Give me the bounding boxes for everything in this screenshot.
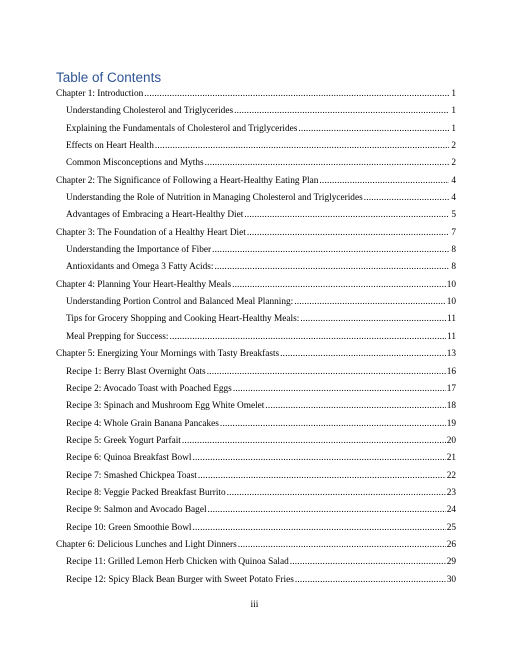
toc-entry-title: Recipe 9: Salmon and Avocado Bagel: [66, 505, 207, 516]
dot-leader: [182, 436, 446, 446]
dot-leader: [265, 401, 445, 411]
toc-entry-page: 18: [446, 401, 456, 412]
toc-entry-page: 10: [446, 279, 456, 290]
toc-chapter-entry[interactable]: [56, 540, 456, 557]
toc-entry-title: Understanding the Role of Nutrition in Managing Cholesterol and Triglycerides: [66, 193, 363, 204]
dot-leader: [290, 557, 446, 567]
dot-leader: [227, 488, 446, 498]
toc-entry-title: Chapter 2: The Significance of Following a Heart-Healthy Eating Plan: [56, 175, 319, 186]
toc-section-entry[interactable]: [56, 297, 456, 314]
toc-section-entry[interactable]: [56, 367, 456, 384]
dot-leader: [207, 367, 446, 377]
footer-page-number: iii: [250, 600, 259, 610]
toc-entry-title: Recipe 11: Grilled Lemon Herb Chicken with Quinoa Salad: [66, 557, 289, 568]
toc-section-entry[interactable]: [56, 436, 456, 453]
dot-leader: [193, 523, 446, 533]
dot-leader: [244, 210, 449, 220]
dot-leader: [205, 158, 449, 168]
toc-entry-title: Recipe 12: Spicy Black Bean Burger with Sweet Potato Fries: [66, 574, 294, 585]
toc-entry-page: 20: [446, 435, 456, 446]
toc-list: [56, 89, 456, 592]
toc-entry-page: 1: [451, 89, 456, 99]
toc-entry-page: 10: [446, 297, 456, 308]
toc-section-entry[interactable]: [56, 106, 456, 123]
toc-entry-page: 4: [451, 193, 456, 204]
toc-entry-page: 22: [446, 470, 456, 481]
toc-entry-page: 1: [451, 123, 456, 134]
toc-entry-page: 8: [451, 262, 456, 273]
dot-leader: [170, 332, 447, 342]
dot-leader: [220, 419, 446, 429]
dot-leader: [233, 384, 446, 394]
toc-section-entry[interactable]: [56, 453, 456, 470]
dot-leader: [280, 349, 446, 359]
toc-entry-page: 8: [451, 245, 456, 256]
toc-section-entry[interactable]: [56, 419, 456, 436]
toc-section-entry[interactable]: [56, 124, 456, 141]
toc-section-entry[interactable]: [56, 210, 456, 227]
dot-leader: [232, 280, 446, 290]
dot-leader: [155, 141, 449, 151]
toc-section-entry[interactable]: [56, 314, 456, 331]
toc-entry-title: Recipe 3: Spinach and Mushroom Egg White Omelet: [66, 401, 265, 412]
toc-entry-page: 1: [451, 106, 456, 117]
dot-leader: [198, 471, 446, 481]
toc-section-entry[interactable]: [56, 332, 456, 349]
toc-entry-page: 29: [446, 557, 456, 568]
toc-section-entry[interactable]: [56, 384, 456, 401]
toc-entry-title: Recipe 10: Green Smoothie Bowl: [66, 522, 192, 533]
toc-chapter-entry[interactable]: [56, 228, 456, 245]
toc-entry-page: 11: [447, 331, 456, 342]
toc-entry-page: 2: [451, 158, 456, 169]
toc-chapter-entry[interactable]: [56, 349, 456, 366]
toc-section-entry[interactable]: [56, 557, 456, 574]
toc-section-entry[interactable]: [56, 193, 456, 210]
toc-section-entry[interactable]: [56, 488, 456, 505]
toc-chapter-entry[interactable]: [56, 89, 456, 106]
dot-leader: [214, 262, 449, 272]
toc-entry-title: Antioxidants and Omega 3 Fatty Acids:: [66, 262, 214, 273]
toc-entry-page: 23: [446, 487, 456, 498]
toc-entry-title: Recipe 1: Berry Blast Overnight Oats: [66, 366, 206, 377]
toc-section-entry[interactable]: [56, 158, 456, 175]
toc-heading: Table of Contents: [56, 70, 162, 85]
toc-section-entry[interactable]: [56, 141, 456, 158]
toc-entry-title: Effects on Heart Health: [66, 141, 154, 152]
toc-entry-page: 21: [446, 453, 456, 464]
toc-section-entry[interactable]: [56, 401, 456, 418]
dot-leader: [319, 176, 449, 186]
toc-entry-page: 26: [446, 539, 456, 550]
toc-entry-title: Chapter 6: Delicious Lunches and Light Dinners: [56, 539, 237, 550]
dot-leader: [300, 314, 446, 324]
toc-entry-page: 17: [446, 383, 456, 394]
toc-entry-title: Understanding the Importance of Fiber: [66, 245, 212, 256]
dot-leader: [212, 245, 449, 255]
toc-entry-title: Chapter 3: The Foundation of a Healthy Heart Diet: [56, 227, 246, 238]
toc-entry-title: Tips for Grocery Shopping and Cooking Heart-Healthy Meals:: [66, 314, 300, 325]
toc-entry-page: 5: [451, 210, 456, 221]
dot-leader: [238, 540, 446, 550]
dot-leader: [234, 106, 449, 116]
toc-entry-title: Recipe 7: Smashed Chickpea Toast: [66, 470, 197, 481]
toc-entry-title: Recipe 8: Veggie Packed Breakfast Burrito: [66, 487, 226, 498]
toc-entry-title: Common Misconceptions and Myths: [66, 158, 204, 169]
toc-section-entry[interactable]: [56, 245, 456, 262]
toc-entry-title: Chapter 5: Energizing Your Mornings with Tasty Breakfasts: [56, 349, 280, 360]
toc-section-entry[interactable]: [56, 575, 456, 592]
toc-entry-title: Recipe 5: Greek Yogurt Parfait: [66, 435, 181, 446]
toc-entry-title: Advantages of Embracing a Heart-Healthy Diet: [66, 210, 244, 221]
dot-leader: [247, 228, 449, 238]
dot-leader: [294, 297, 445, 307]
toc-entry-title: Chapter 1: Introduction: [56, 89, 144, 99]
toc-entry-page: 19: [446, 418, 456, 429]
toc-entry-page: 16: [446, 366, 456, 377]
toc-section-entry[interactable]: [56, 262, 456, 279]
toc-entry-page: 25: [446, 522, 456, 533]
toc-entry-title: Explaining the Fundamentals of Cholesterol and Triglycerides: [66, 123, 298, 134]
toc-section-entry[interactable]: [56, 505, 456, 522]
toc-entry-title: Chapter 4: Planning Your Heart-Healthy Meals: [56, 279, 232, 290]
toc-entry-page: 24: [446, 505, 456, 516]
toc-entry-page: 30: [446, 574, 456, 585]
dot-leader: [144, 89, 449, 99]
toc-entry-title: Recipe 6: Quinoa Breakfast Bowl: [66, 453, 192, 464]
toc-entry-page: 4: [451, 175, 456, 186]
dot-leader: [295, 575, 446, 585]
toc-entry-page: 7: [451, 227, 456, 238]
toc-entry-title: Meal Prepping for Success:: [66, 331, 169, 342]
toc-chapter-entry[interactable]: [56, 176, 456, 193]
toc-entry-page: 13: [446, 349, 456, 360]
toc-entry-title: Recipe 2: Avocado Toast with Poached Eggs: [66, 383, 232, 394]
toc-section-entry[interactable]: [56, 523, 456, 540]
toc-entry-title: Recipe 4: Whole Grain Banana Pancakes: [66, 418, 219, 429]
toc-entry-title: Understanding Cholesterol and Triglycerides: [66, 106, 234, 117]
toc-entry-page: 11: [447, 314, 456, 325]
dot-leader: [298, 124, 449, 134]
toc-section-entry[interactable]: [56, 471, 456, 488]
dot-leader: [192, 453, 445, 463]
toc-chapter-entry[interactable]: [56, 280, 456, 297]
dot-leader: [364, 193, 449, 203]
dot-leader: [208, 505, 446, 515]
toc-entry-title: Understanding Portion Control and Balanced Meal Planning:: [66, 297, 294, 308]
toc-entry-page: 2: [451, 141, 456, 152]
